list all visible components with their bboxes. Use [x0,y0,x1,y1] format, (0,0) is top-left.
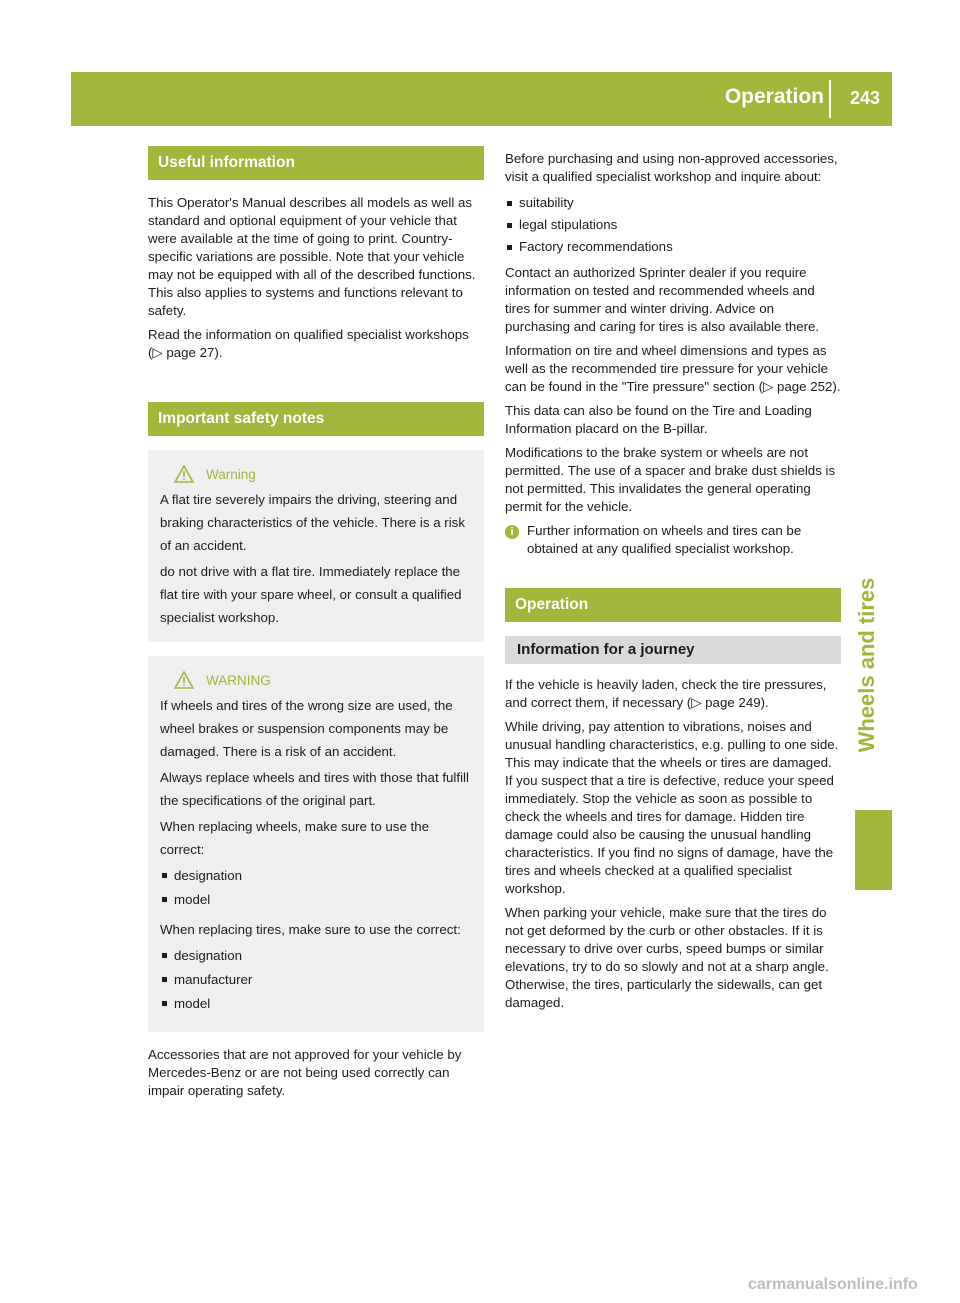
inquire-list [505,192,841,258]
parking-paragraph: When parking your vehicle, make sure that the tires do not get deformed by the curb or other obstacles. If it is necessary to drive over curbs, speed bumps or similar elevations, try to do so slowly and not at a sharp angle. Otherwise, the tires, particularly the sidewalls, can get damaged. [505,905,829,1010]
tires-intro: When replacing tires, make sure to use the correct: [160,922,461,937]
driving-paragraph: While driving, pay attention to vibrations, noises and unusual handling characteristics, e.g. pulling to one side. This may indicate that the wheels or tires are damaged. If you suspect that a tire is defective, reduce your speed immediately. Stop the vehicle as soon as possible to check the wheels and tires for damage. Hidden tire damage could also be causing the unusual handling characteristics. If you find no signs of damage, have the tires and wheels checked at a qualified specialist workshop. [505,719,839,896]
left-column [148,146,484,1106]
warning-label: WARNING [206,672,271,688]
warning-box-wrong-size [148,656,484,1032]
journey-heading: Information for a journey [505,636,841,664]
warning-title [160,668,474,692]
side-tab-marker [855,810,892,890]
header-divider [829,80,831,118]
tire-list [160,944,474,1016]
page-number: 243 [849,88,880,108]
warning-title [160,462,474,486]
dealer-paragraph: Contact an authorized Sprinter dealer if you require information on tested and recommended wheels and tires for summer and winter driving. Advice on purchasing and caring for tires is also available there. [505,265,820,334]
list-item: Factory recommendations [505,236,841,258]
modifications-paragraph: Modifications to the brake system or wheels are not permitted. The use of a spacer and brake dust shields is not permitted. This invalidates the general operating permit for the vehicle. [505,445,836,514]
useful-info-paragraph: This Operator's Manual describes all models as well as standard and optional equipment of your vehicle that were available at the time of going to print. Country-specific variations are possible. Note that your vehicle may not be equipped with all of the described functions. This also applies to systems and functions relevant to safety. [148,195,476,318]
side-tab-label: Wheels and tires [854,577,879,753]
warning-text: A flat tire severely impairs the driving, steering and braking characteristics of the vehicle. There is a risk of an accident. [160,492,465,553]
list-item: designation [160,864,474,888]
laden-paragraph: If the vehicle is heavily laden, check the tire pressures, and correct them, if necessary (▷ page 249). [505,677,827,710]
warning-triangle-icon [174,465,194,483]
warning-box-flat-tire [148,450,484,642]
warning-triangle-icon [174,671,194,689]
warning-instruction: Always replace wheels and tires with those that fulfill the specifications of the original part. [160,770,469,808]
info-note-text: Further information on wheels and tires can be obtained at any qualified specialist workshop. [527,523,802,556]
page-header [71,72,892,126]
list-item: model [160,992,474,1016]
list-item: manufacturer [160,968,474,992]
info-icon: i [505,525,519,539]
safety-heading: Important safety notes [148,402,484,436]
watermark: carmanualsonline.info [748,1276,918,1293]
placard-paragraph: This data can also be found on the Tire and Loading Information placard on the B-pillar. [505,403,812,436]
workshop-reference: Read the information on qualified specialist workshops (▷ page 27). [148,327,469,360]
warning-text: If wheels and tires of the wrong size are used, the wheel brakes or suspension components may be damaged. There is a risk of an accident. [160,698,453,759]
section-title: Operation [724,85,824,108]
operation-heading: Operation [505,588,841,622]
useful-info-heading: Useful information [148,146,484,180]
info-note [505,522,841,558]
list-item: suitability [505,192,841,214]
wheel-list [160,864,474,912]
list-item: legal stipulations [505,214,841,236]
accessories-paragraph: Accessories that are not approved for your vehicle by Mercedes-Benz or are not being used correctly can impair operating safety. [148,1047,462,1098]
right-column [505,150,841,1018]
accessories-advice: Before purchasing and using non-approved accessories, visit a qualified specialist workshop and inquire about: [505,151,838,184]
warning-label: Warning [206,466,256,482]
list-item: model [160,888,474,912]
warning-instruction: do not drive with a flat tire. Immediately replace the flat tire with your spare wheel, or consult a qualified specialist workshop. [160,564,462,625]
dimensions-paragraph: Information on tire and wheel dimensions and types as well as the recommended tire pressure for your vehicle can be found in the "Tire pressure" section (▷ page 252). [505,343,841,394]
wheels-intro: When replacing wheels, make sure to use the correct: [160,819,430,857]
side-tab [842,577,892,753]
list-item: designation [160,944,474,968]
